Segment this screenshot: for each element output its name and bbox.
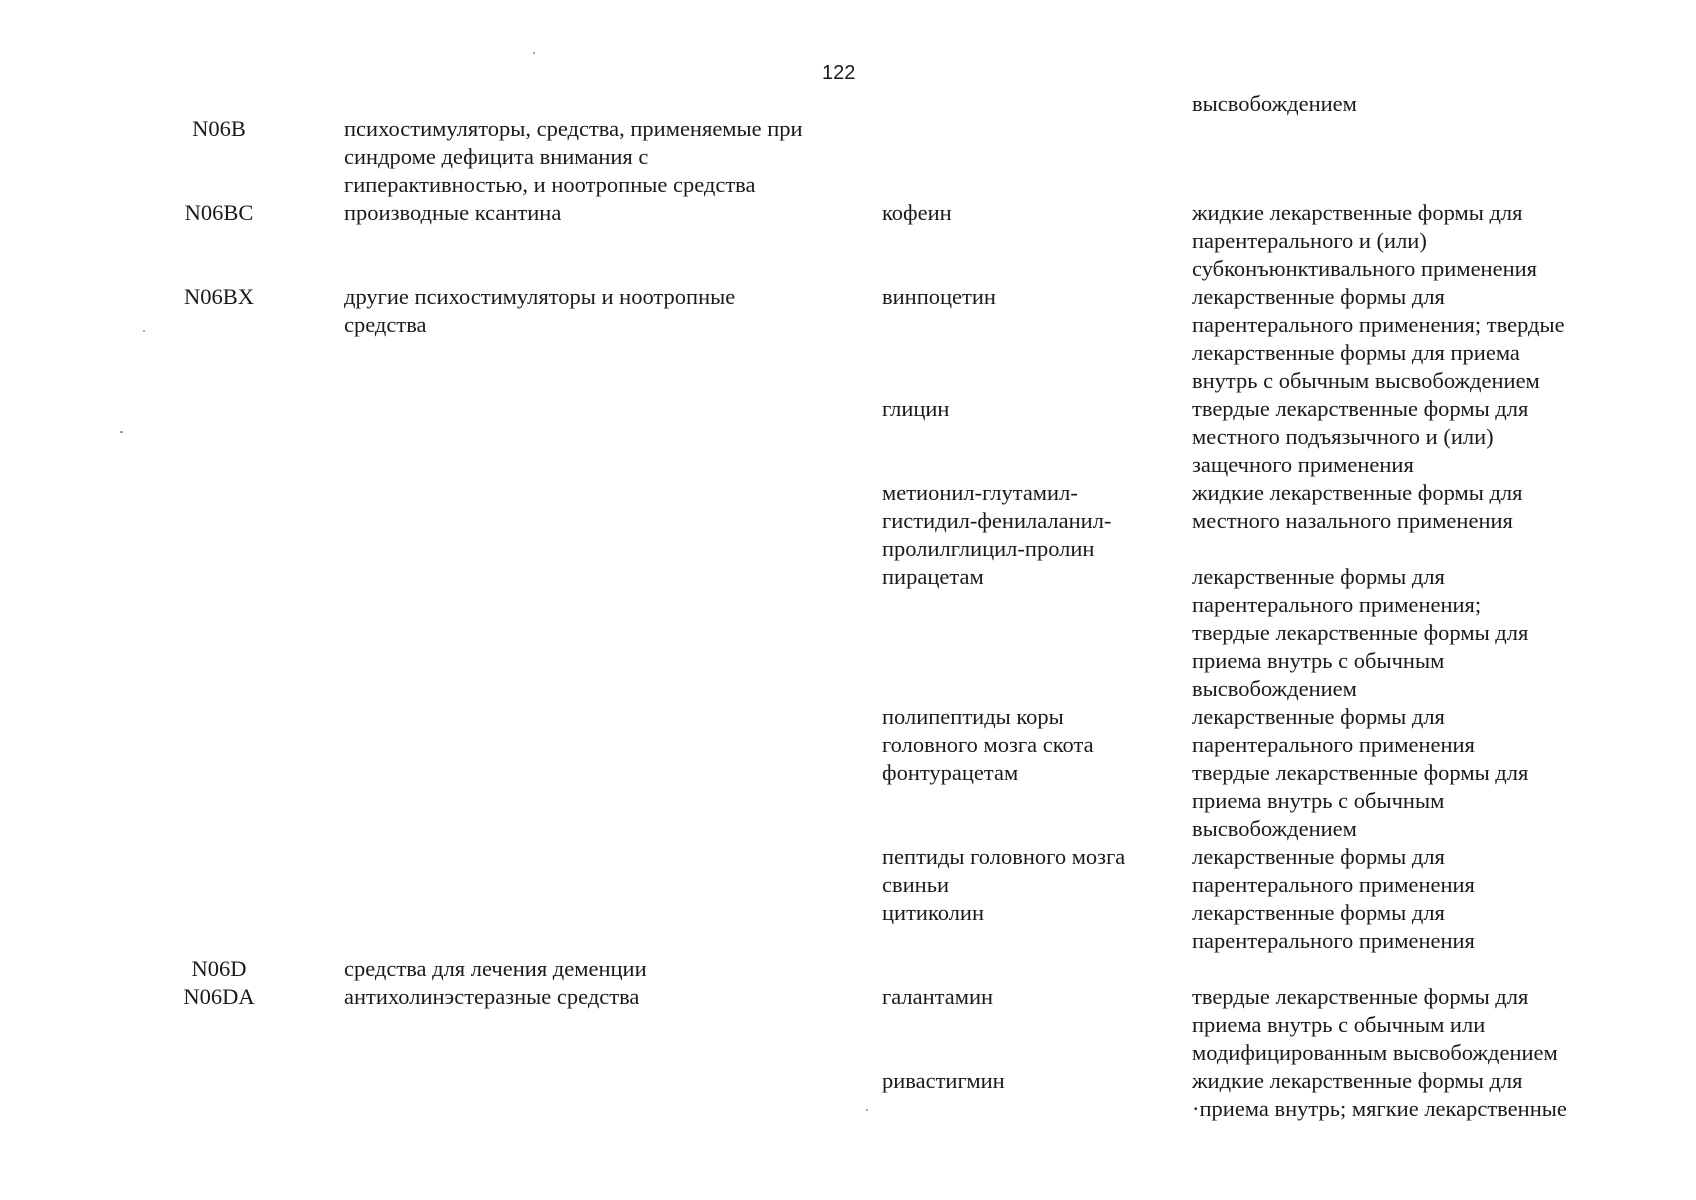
drug-name: глицин	[882, 396, 950, 421]
atc-code: N06BX	[183, 284, 254, 309]
drug-name: галантамин	[882, 984, 994, 1009]
drug-name: ривастигмин	[882, 1068, 1005, 1093]
atc-code: N06D	[191, 956, 247, 981]
group-name: производные ксантина	[344, 200, 562, 225]
dosage-form: жидкие лекарственные формы для местного назального применения	[1192, 480, 1523, 533]
drug-name: пирацетам	[882, 564, 984, 589]
drug-name: полипептиды коры головного мозга скота	[882, 704, 1094, 757]
drug-name: пептиды головного мозга свиньи	[882, 844, 1126, 897]
carryover-text: высвобождением	[1192, 91, 1357, 116]
group-name: средства для лечения деменции	[344, 956, 647, 981]
dosage-form: твердые лекарственные формы для местного подъязычного и (или) защечного применения	[1192, 396, 1529, 477]
group-name: другие психостимуляторы и ноотропные средства	[344, 284, 736, 337]
group-name: антихолинэстеразные средства	[344, 984, 640, 1009]
drug-name: цитиколин	[882, 900, 985, 925]
dosage-form: лекарственные формы для парентерального применения; твердые лекарственные формы для приема внутрь с обычным высвобождением	[1192, 564, 1529, 701]
page-number: 122	[822, 62, 856, 84]
scan-speck	[120, 431, 123, 433]
group-name: психостимуляторы, средства, применяемые при синдроме дефицита внимания с гиперактивностью, и ноотропные средства	[344, 116, 803, 197]
drug-name: кофеин	[882, 200, 952, 225]
drug-name: фонтурацетам	[882, 760, 1019, 785]
dosage-form: твердые лекарственные формы для приема внутрь с обычным высвобождением	[1192, 760, 1529, 841]
atc-code: N06B	[192, 116, 246, 141]
dosage-form: лекарственные формы для парентерального применения; твердые лекарственные формы для приема внутрь с обычным высвобождением	[1192, 284, 1565, 393]
atc-code: N06DA	[183, 984, 255, 1009]
dosage-form: твердые лекарственные формы для приема внутрь с обычным или модифицированным высвобождением	[1192, 984, 1558, 1065]
dosage-form: лекарственные формы для парентерального применения	[1192, 844, 1475, 897]
drug-name: метионил-глутамил- гистидил-фенилаланил- пролилглицил-пролин	[882, 480, 1112, 561]
dosage-form: жидкие лекарственные формы для ·приема внутрь; мягкие лекарственные	[1192, 1068, 1567, 1121]
scan-speck	[866, 1109, 868, 1111]
dosage-form: жидкие лекарственные формы для парентерального и (или) субконъюнктивального применения	[1192, 200, 1538, 281]
scan-speck	[533, 52, 535, 54]
scan-speck	[143, 330, 145, 332]
dosage-form: лекарственные формы для парентерального применения	[1192, 900, 1475, 953]
atc-code: N06BC	[184, 200, 254, 225]
dosage-form: лекарственные формы для парентерального применения	[1192, 704, 1475, 757]
drug-name: винпоцетин	[882, 284, 996, 309]
